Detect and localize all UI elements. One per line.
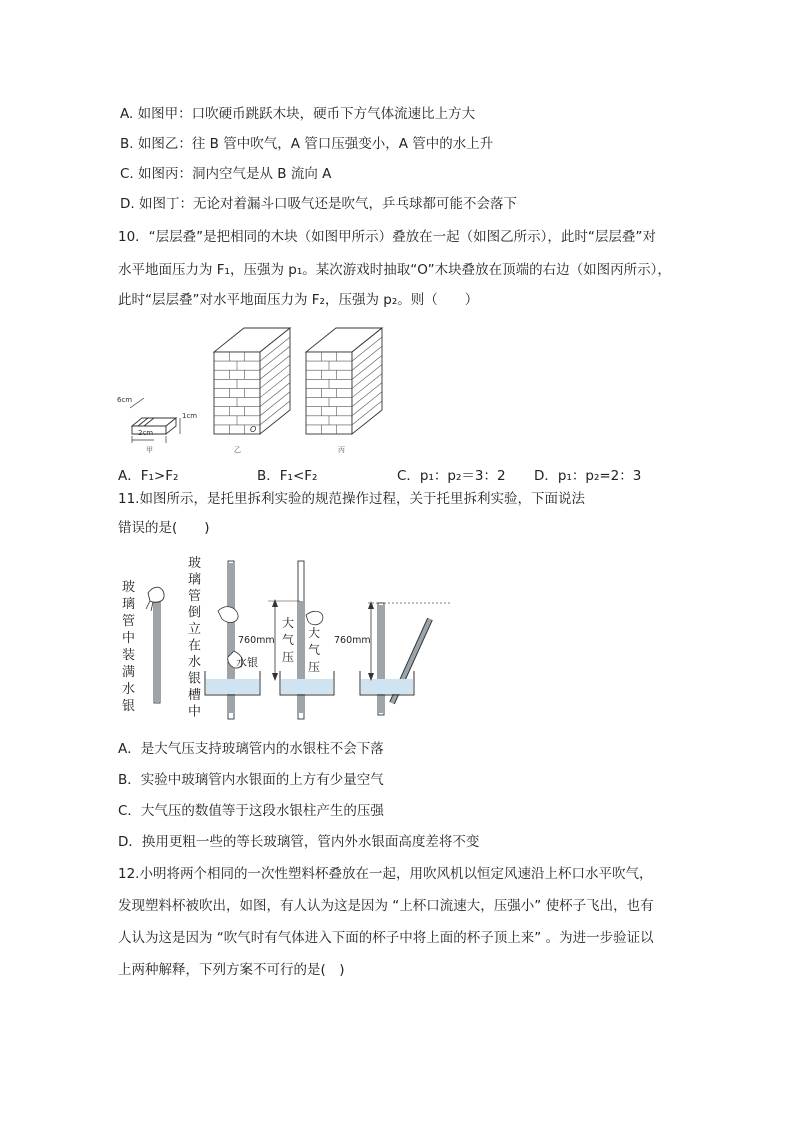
vertical-caption-char: 满 bbox=[122, 665, 136, 680]
vertical-caption-char: 璃 bbox=[188, 572, 202, 588]
caption-fill-tube bbox=[122, 579, 135, 714]
q9-option-d: D. 如图丁：无论对着漏斗口吸气还是吹气，乒乓球都可能不会落下 bbox=[120, 196, 517, 212]
block-tower-c bbox=[306, 328, 382, 434]
atm-pressure-label-left bbox=[282, 615, 294, 664]
vertical-caption-char: 璃 bbox=[122, 597, 136, 612]
q11-option-b: B．实验中玻璃管内水银面的上方有少量空气 bbox=[118, 772, 384, 788]
block-o-label: O bbox=[250, 425, 257, 434]
dim-height-label: 1cm bbox=[182, 412, 198, 420]
q11-option-c: C．大气压的数值等于这段水银柱产生的压强 bbox=[118, 803, 384, 819]
vertical-caption-char: 立 bbox=[188, 622, 202, 637]
vertical-caption-char: 压 bbox=[282, 650, 295, 664]
q11-stem-line2: 错误的是( ) bbox=[118, 520, 210, 536]
dim-width-label: 2cm bbox=[138, 429, 154, 437]
vertical-caption-char: 槽 bbox=[188, 688, 202, 703]
vertical-caption-char: 管 bbox=[188, 589, 202, 604]
vertical-caption-char: 大 bbox=[308, 626, 321, 640]
block-tower-b bbox=[214, 328, 290, 434]
q11-option-a: A．是大气压支持玻璃管内的水银柱不会下落 bbox=[118, 741, 384, 757]
vertical-caption-char: 水 bbox=[122, 682, 136, 697]
vertical-caption-char: 中 bbox=[122, 631, 136, 646]
step4-setup bbox=[334, 601, 450, 715]
q10-stem-line3: 此时“层层叠”对水平地面压力为 F₂，压强为 p₂。则（ ） bbox=[118, 292, 479, 308]
q10-stem-line1: 10．“层层叠”是把相同的木块（如图甲所示）叠放在一起（如图乙所示），此时“层层叠”对 bbox=[118, 229, 656, 245]
vertical-caption-char: 银 bbox=[188, 671, 202, 687]
height-760-label-1: 760mm bbox=[238, 635, 275, 646]
q10-option-b: B．F₁<F₂ bbox=[257, 468, 318, 484]
q12-stem-line4: 上两种解释，下列方案不可行的是( ) bbox=[118, 962, 345, 978]
vertical-caption-char: 压 bbox=[308, 660, 321, 674]
vertical-caption-char: 装 bbox=[122, 648, 136, 663]
vertical-caption-char: 玻 bbox=[122, 580, 136, 595]
q12-stem-line3: 人认为这是因为 “吹气时有气体进入下面的杯子中将上面的杯子顶上来” 。为进一步验证以 bbox=[118, 930, 654, 946]
q9-option-b: B. 如图乙：往 B 管中吹气，A 管口压强变小，A 管中的水上升 bbox=[120, 136, 494, 152]
q10-option-c: C．p₁：p₂＝3：2 bbox=[397, 468, 506, 484]
vertical-caption-char: 银 bbox=[122, 699, 136, 714]
q11-figure bbox=[110, 553, 470, 728]
q10-stem-line2: 水平地面压力为 F₁，压强为 p₁。某次游戏时抽取“O”木块叠放在顶端的右边（如图丙所示）， bbox=[118, 262, 671, 278]
mercury-label: 水银 bbox=[236, 656, 258, 669]
q11-stem-line1: 11.如图所示，是托里拆利实验的规范操作过程，关于托里拆利实验，下面说法 bbox=[118, 491, 585, 507]
vertical-caption-char: 大 bbox=[282, 616, 295, 630]
vertical-caption-char: 中 bbox=[188, 704, 202, 720]
height-760-label-2: 760mm bbox=[334, 635, 371, 646]
q10-figure bbox=[110, 318, 410, 458]
vertical-caption-char: 玻 bbox=[188, 556, 202, 571]
step1-tube bbox=[146, 587, 164, 703]
q10-option-a: A．F₁>F₂ bbox=[118, 468, 179, 484]
q10-option-d: D．p₁：p₂=2：3 bbox=[534, 468, 642, 484]
q12-stem-line2: 发现塑料杯被吹出，如图，有人认为这是因为 “上杯口流速大，压强小” 使杯子飞出，也有 bbox=[118, 898, 654, 914]
atm-pressure-label-right bbox=[308, 625, 320, 674]
figure-label-bing: 丙 bbox=[338, 446, 345, 454]
vertical-caption-char: 在 bbox=[188, 638, 202, 654]
q9-option-a: A. 如图甲：口吹硬币跳跃木块，硬币下方气体流速比上方大 bbox=[120, 106, 476, 122]
vertical-caption-char: 倒 bbox=[188, 605, 202, 621]
caption-invert-tube bbox=[188, 555, 201, 720]
figure-label-yi: 乙 bbox=[234, 446, 241, 454]
vertical-caption-char: 气 bbox=[308, 643, 321, 657]
vertical-caption-char: 管 bbox=[122, 614, 136, 629]
vertical-caption-char: 水 bbox=[188, 655, 202, 670]
q9-option-c: C. 如图丙：洞内空气是从 B 流向 A bbox=[120, 166, 332, 182]
dim-length-label: 6cm bbox=[117, 396, 133, 404]
q12-stem-line1: 12.小明将两个相同的一次性塑料杯叠放在一起，用吹风机以恒定风速沿上杯口水平吹气， bbox=[118, 866, 653, 882]
q11-option-d: D．换用更粗一些的等长玻璃管，管内外水银面高度差将不变 bbox=[118, 834, 480, 850]
vertical-caption-char: 气 bbox=[282, 633, 295, 647]
figure-label-jia: 甲 bbox=[146, 446, 153, 454]
